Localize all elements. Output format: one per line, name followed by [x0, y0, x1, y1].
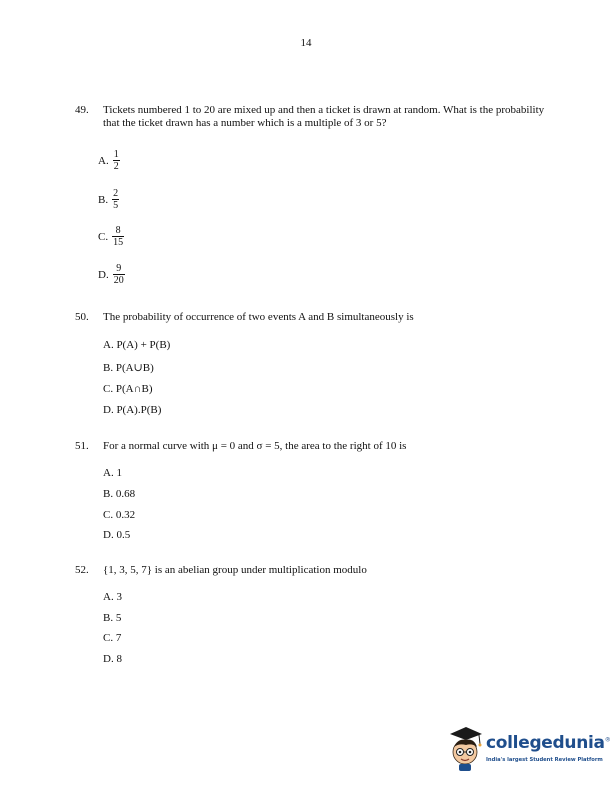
option-a	[98, 149, 120, 172]
option-letter: A.	[98, 154, 109, 167]
numerator: 9	[116, 263, 122, 274]
question-text: The probability of occurrence of two events A and B simultaneously is	[103, 311, 414, 323]
option-letter: B.	[98, 193, 109, 206]
fraction	[113, 263, 125, 286]
question-number: 50.	[75, 311, 89, 323]
option-letter: C.	[98, 230, 109, 243]
denominator: 5	[113, 200, 119, 211]
fraction	[112, 188, 119, 211]
option-d	[98, 263, 125, 286]
option-d: D. 0.5	[103, 529, 131, 541]
question-text: For a normal curve with μ = 0 and σ = 5, the area to the right of 10 is	[103, 440, 407, 452]
numerator: 2	[113, 188, 119, 199]
question-number: 52.	[75, 564, 89, 576]
mascot-icon	[446, 724, 486, 774]
option-a: A. 1	[103, 467, 122, 479]
collegedunia-logo[interactable]	[446, 724, 611, 774]
option-d: D. 8	[103, 653, 122, 665]
option-c	[98, 225, 124, 248]
option-c: C. 7	[103, 632, 122, 644]
question-number: 49.	[75, 104, 89, 116]
logo-wordmark	[486, 733, 610, 753]
denominator: 20	[113, 275, 124, 286]
question-number: 51.	[75, 440, 89, 452]
option-a: A. 3	[103, 591, 122, 603]
page-number: 14	[300, 37, 312, 49]
denominator: 15	[113, 237, 124, 248]
option-b: B. P(A∪B)	[103, 362, 154, 374]
option-c: C. P(A∩B)	[103, 383, 153, 395]
option-b: B. 5	[103, 612, 122, 624]
option-a: A. P(A) + P(B)	[103, 339, 171, 351]
question-text: Tickets numbered 1 to 20 are mixed up and then a ticket is drawn at random. What is the probability that the ticket drawn has a number which is a multiple of 3 or 5?	[103, 104, 545, 129]
numerator: 8	[115, 225, 121, 236]
option-b	[98, 188, 119, 211]
logo-name: collegedunia	[486, 733, 605, 753]
option-c: C. 0.32	[103, 509, 136, 521]
question-text: {1, 3, 5, 7} is an abelian group under multiplication modulo	[103, 564, 367, 576]
numerator: 1	[113, 149, 119, 160]
option-d: D. P(A).P(B)	[103, 404, 162, 416]
logo-tagline: India's largest Student Review Platform	[486, 757, 603, 763]
fraction	[112, 225, 124, 248]
trademark-icon: ®	[604, 736, 611, 744]
fraction	[113, 149, 120, 172]
option-b: B. 0.68	[103, 488, 136, 500]
denominator: 2	[113, 161, 119, 172]
option-letter: D.	[98, 268, 109, 281]
